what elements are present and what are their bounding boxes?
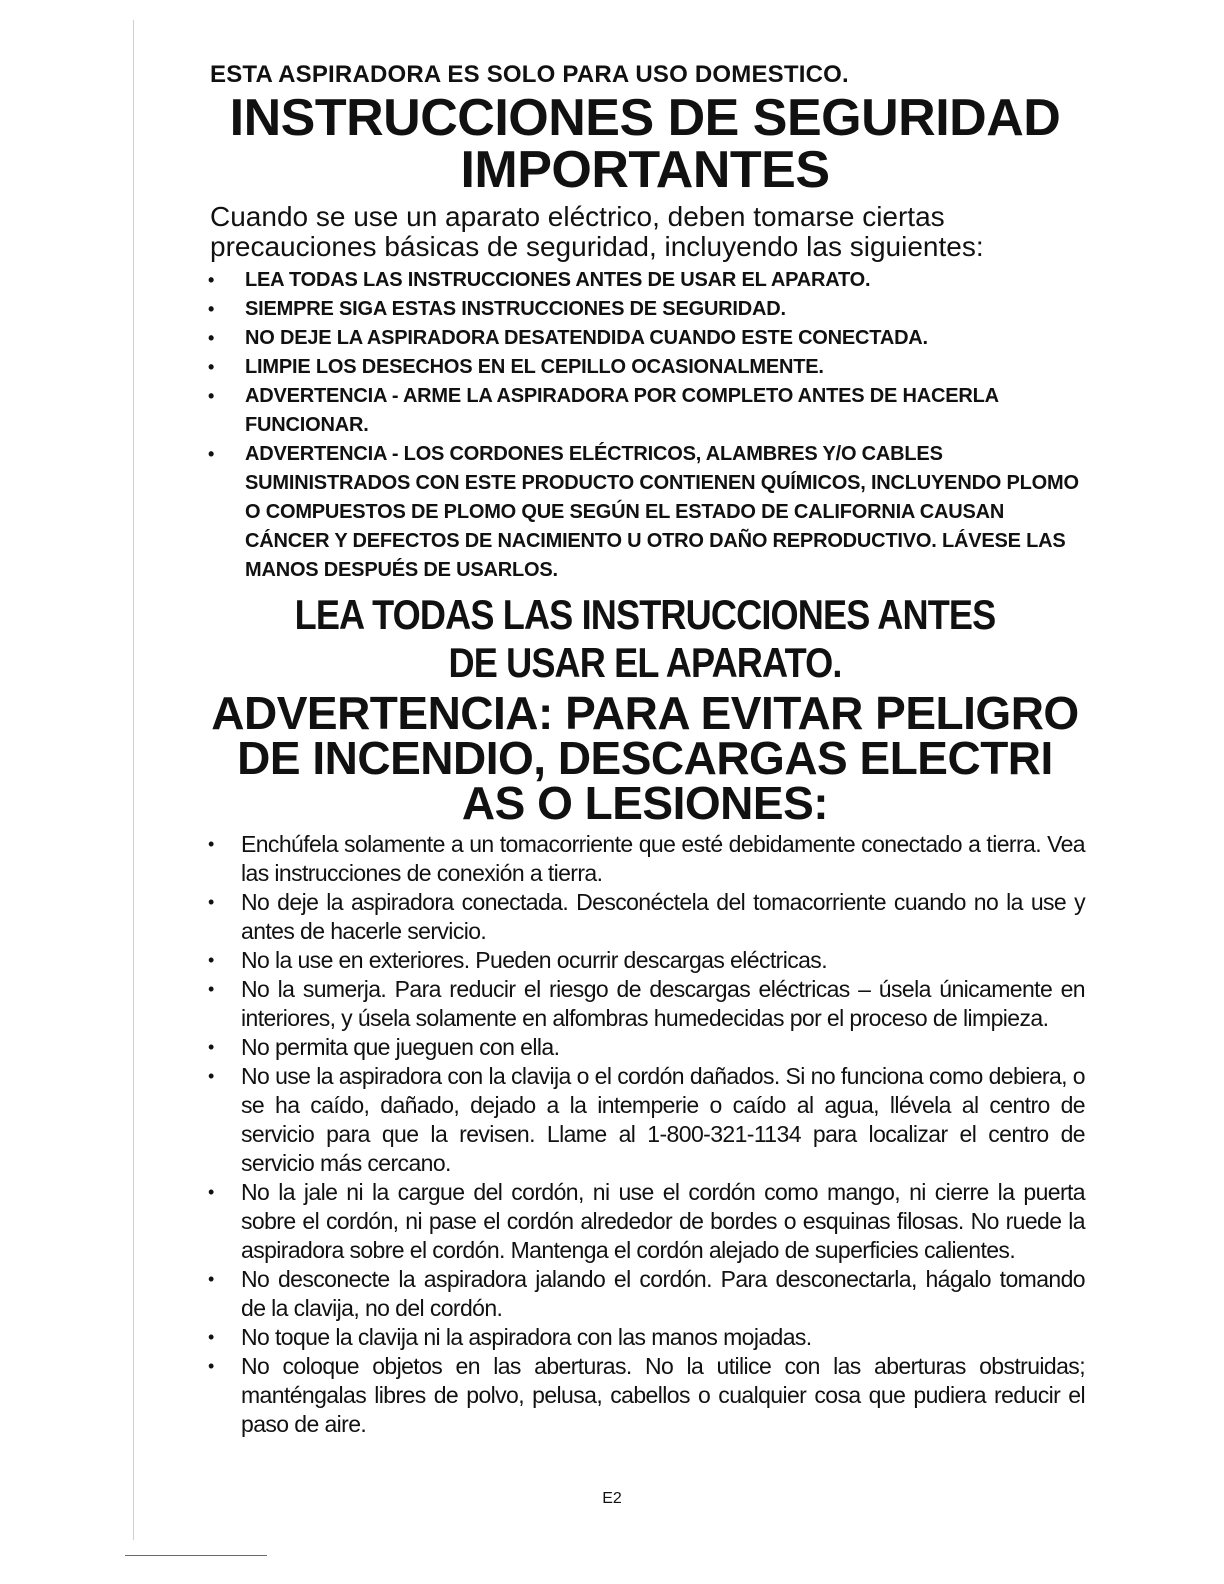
warning-list-item-text: No permita que jueguen con ella. — [241, 1034, 560, 1060]
bullet-icon: • — [208, 270, 215, 290]
bullet-icon: • — [208, 357, 215, 377]
bullet-icon: • — [208, 979, 214, 999]
read-all-heading: LEA TODAS LAS INSTRUCCIONES ANTES DE USAR EL APARATO. — [294, 591, 996, 686]
warning-heading: ADVERTENCIA: PARA EVITAR PELIGRO DE INCENDIO, DESCARGAS ELECTRI AS O LESIONES: — [211, 687, 1079, 829]
page-title — [205, 89, 1085, 199]
bullet-icon: • — [208, 444, 215, 464]
scan-margin-line — [133, 20, 134, 1540]
warning-list-item-text: No coloque objetos en las aberturas. No la utilice con las aberturas obstruidas; manténgalas libres de polvo, pelusa, cabellos o cualquier cosa que pudiera reducir el paso de aire. — [241, 1353, 1085, 1437]
bold-list-item — [205, 324, 1085, 353]
warning-list-item-text: No la jale ni la cargue del cordón, ni use el cordón como mango, ni cierre la puerta sobre el cordón, ni pase el cordón alrededor de bordes o esquinas filosas. No ruede la aspiradora sobre el cordón. Mantenga el cordón alejado de superficies calientes. — [241, 1179, 1085, 1263]
bullet-icon: • — [208, 1356, 214, 1376]
warning-list-item-text: No la sumerja. Para reducir el riesgo de descargas eléctricas – úsela únicamente en interiores, y úsela solamente en alfombras humedecidas por el proceso de limpieza. — [241, 976, 1085, 1031]
bullet-icon: • — [208, 1327, 214, 1347]
warning-list-item — [205, 830, 1085, 888]
bullet-icon: • — [208, 950, 214, 970]
bullet-icon: • — [208, 834, 214, 854]
bullet-icon: • — [208, 299, 215, 319]
warning-list-item-text: No desconecte la aspiradora jalando el cordón. Para desconectarla, hágalo tomando de la clavija, no del cordón. — [241, 1266, 1085, 1321]
warning-list-item — [205, 946, 1085, 975]
bullet-icon: • — [208, 1269, 214, 1289]
bullet-icon: • — [208, 328, 215, 348]
title-line-2: IMPORTANTES — [460, 141, 830, 199]
warning-list-item-text: No toque la clavija ni la aspiradora con las manos mojadas. — [241, 1324, 812, 1350]
home-use-notice: ESTA ASPIRADORA ES SOLO PARA USO DOMESTICO. — [210, 61, 849, 88]
warning-list-item — [205, 1178, 1085, 1265]
bold-list-item — [205, 382, 1085, 440]
bullet-icon: • — [208, 1066, 214, 1086]
bold-list-item — [205, 295, 1085, 324]
warning-list-item-text: No deje la aspiradora conectada. Desconéctela del tomacorriente cuando no la use y antes de hacerle servicio. — [241, 889, 1085, 944]
warning-list-item-text: Enchúfela solamente a un tomacorriente que esté debidamente conectado a tierra. Vea las instrucciones de conexión a tierra. — [241, 831, 1085, 886]
warning-list-item — [205, 1323, 1085, 1352]
warning-list — [205, 830, 1085, 1439]
warning-list-item — [205, 888, 1085, 946]
warning-list-item-text: No la use en exteriores. Pueden ocurrir descargas eléctricas. — [241, 947, 827, 973]
bottom-rule — [125, 1555, 267, 1556]
bold-list-item-text: SIEMPRE SIGA ESTAS INSTRUCCIONES DE SEGURIDAD. — [245, 298, 786, 320]
warning-list-item-text: No use la aspiradora con la clavija o el cordón dañados. Si no funciona como debiera, o se ha caído, dañado, dejado a la intemperie o caído al agua, llévela al centro de servicio para que la revisen. Llame al 1-800-321-1134 para localizar el centro de servicio más cercano. — [241, 1063, 1085, 1176]
bold-list-item-text: ADVERTENCIA - LOS CORDONES ELÉCTRICOS, ALAMBRES Y/O CABLES SUMINISTRADOS CON ESTE PRODUCTO CONTIENEN QUÍMICOS, INCLUYENDO PLOMO O COMPUESTOS DE PLOMO QUE SEGÚN EL ESTADO DE CALIFORNIA CAUSAN CÁNCER Y DEFECTOS DE NACIMIENTO U OTRO DAÑO REPRODUCTIVO. LÁVESE LAS MANOS DESPUÉS DE USARLOS. — [245, 443, 1079, 581]
warning-list-item — [205, 975, 1085, 1033]
bullet-icon: • — [208, 892, 214, 912]
safety-bold-list — [205, 266, 1085, 585]
bold-list-item-text: NO DEJE LA ASPIRADORA DESATENDIDA CUANDO ESTE CONECTADA. — [245, 327, 928, 349]
warning-list-item — [205, 1265, 1085, 1323]
warning-list-item — [205, 1062, 1085, 1178]
bullet-icon: • — [208, 386, 215, 406]
title-line-1: INSTRUCCIONES DE SEGURIDAD — [229, 89, 1061, 147]
document-page — [205, 60, 1085, 1439]
bullet-icon: • — [208, 1182, 214, 1202]
bold-list-item-text: LIMPIE LOS DESECHOS EN EL CEPILLO OCASIONALMENTE. — [245, 356, 824, 378]
warning-list-item — [205, 1352, 1085, 1439]
bold-list-item-text: ADVERTENCIA - ARME LA ASPIRADORA POR COMPLETO ANTES DE HACERLA FUNCIONAR. — [245, 385, 999, 436]
warning-list-item — [205, 1033, 1085, 1062]
bullet-icon: • — [208, 1037, 214, 1057]
bold-list-item — [205, 353, 1085, 382]
bold-list-item — [205, 440, 1085, 585]
bold-list-item-text: LEA TODAS LAS INSTRUCCIONES ANTES DE USAR EL APARATO. — [245, 269, 871, 291]
bold-list-item — [205, 266, 1085, 295]
intro-text: Cuando se use un aparato eléctrico, deben tomarse ciertas precauciones básicas de seguridad, incluyendo las siguientes: — [210, 201, 984, 262]
page-number: E2 — [602, 1490, 622, 1507]
